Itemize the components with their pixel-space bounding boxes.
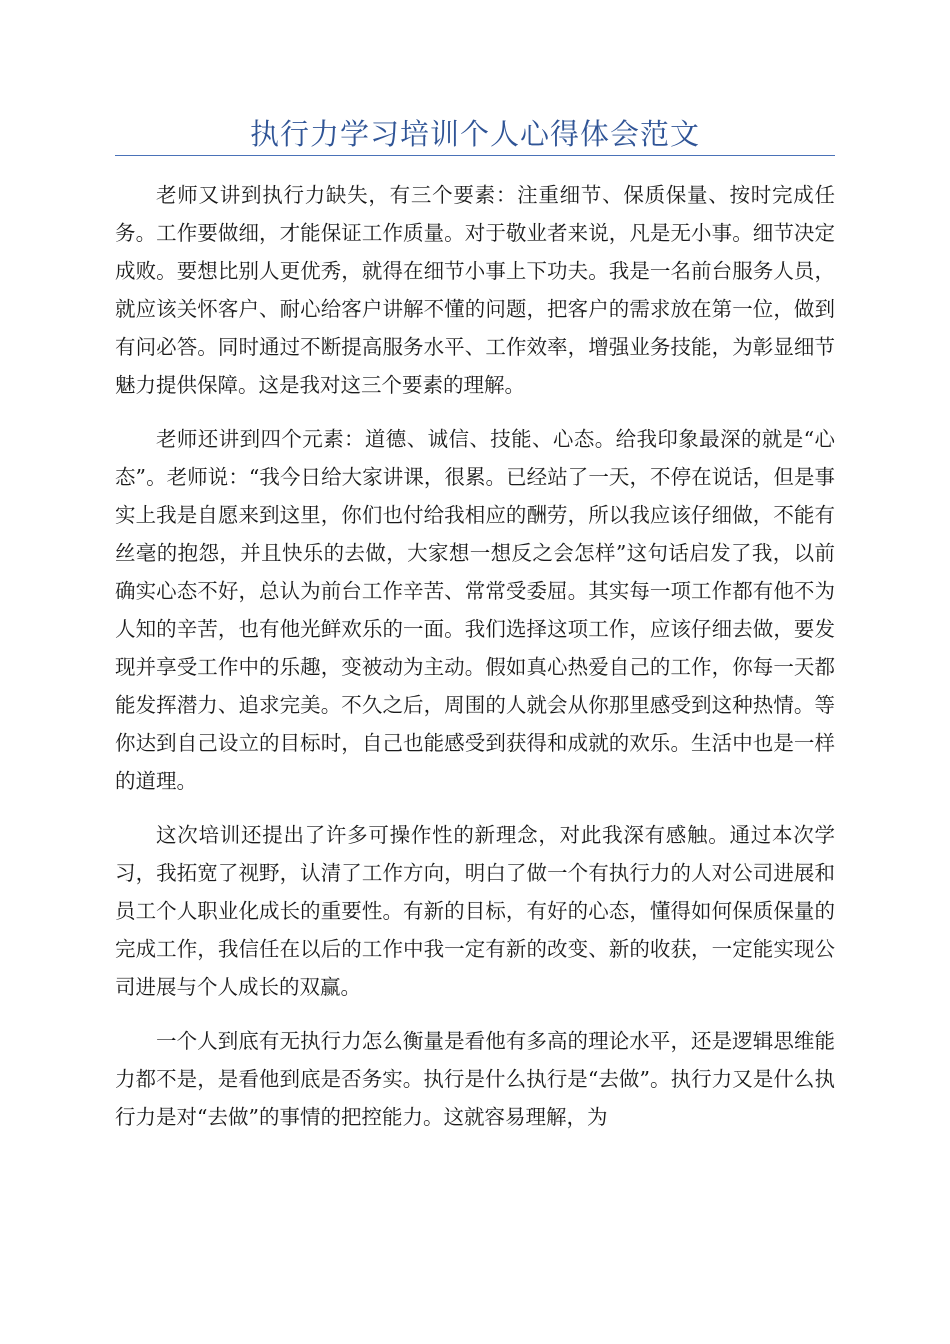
paragraph-4: 一个人到底有无执行力怎么衡量是看他有多高的理论水平，还是逻辑思维能力都不是，是看他到底是否务实。执行是什么执行是“去做”。执行力又是什么执行力是对“去做”的事情的把控能力。这就容易理解，为 xyxy=(115,1029,835,1129)
paragraph-2: 老师还讲到四个元素：道德、诚信、技能、心态。给我印象最深的就是“心态”。老师说：“我今日给大家讲课，很累。已经站了一天，不停在说话，但是事实上我是自愿来到这里，你们也付给我相应的酬劳，所以我应该仔细做，不能有丝毫的抱怨，并且快乐的去做，大家想一想反之会怎样”这句话启发了我，以前确实心态不好，总认为前台工作辛苦、常常受委屈。其实每一项工作都有他不为人知的辛苦，也有他光鲜欢乐的一面。我们选择这项工作，应该仔细去做，要发现并享受工作中的乐趣，变被动为主动。假如真心热爱自己的工作，你每一天都能发挥潜力、追求完美。不久之后，周围的人就会从你那里感受到这种热情。等你达到自己设立的目标时，自己也能感受到获得和成就的欢乐。生活中也是一样的道理。 xyxy=(115,427,835,793)
paragraph-3: 这次培训还提出了许多可操作性的新理念，对此我深有感触。通过本次学习，我拓宽了视野，认清了工作方向，明白了做一个有执行力的人对公司进展和员工个人职业化成长的重要性。有新的目标，有好的心态，懂得如何保质保量的完成工作，我信任在以后的工作中我一定有新的改变、新的收获，一定能实现公司进展与个人成长的双赢。 xyxy=(115,823,835,999)
paragraph-1: 老师又讲到执行力缺失，有三个要素：注重细节、保质保量、按时完成任务。工作要做细，才能保证工作质量。对于敬业者来说，凡是无小事。细节决定成败。要想比别人更优秀，就得在细节小事上下功夫。我是一名前台服务人员，就应该关怀客户、耐心给客户讲解不懂的问题，把客户的需求放在第一位，做到有问必答。同时通过不断提高服务水平、工作效率，增强业务技能，为彰显细节魅力提供保障。这是我对这三个要素的理解。 xyxy=(115,183,835,397)
document-title: 执行力学习培训个人心得体会范文 xyxy=(249,117,700,151)
document-body xyxy=(115,176,835,1152)
title-underline xyxy=(115,155,835,156)
